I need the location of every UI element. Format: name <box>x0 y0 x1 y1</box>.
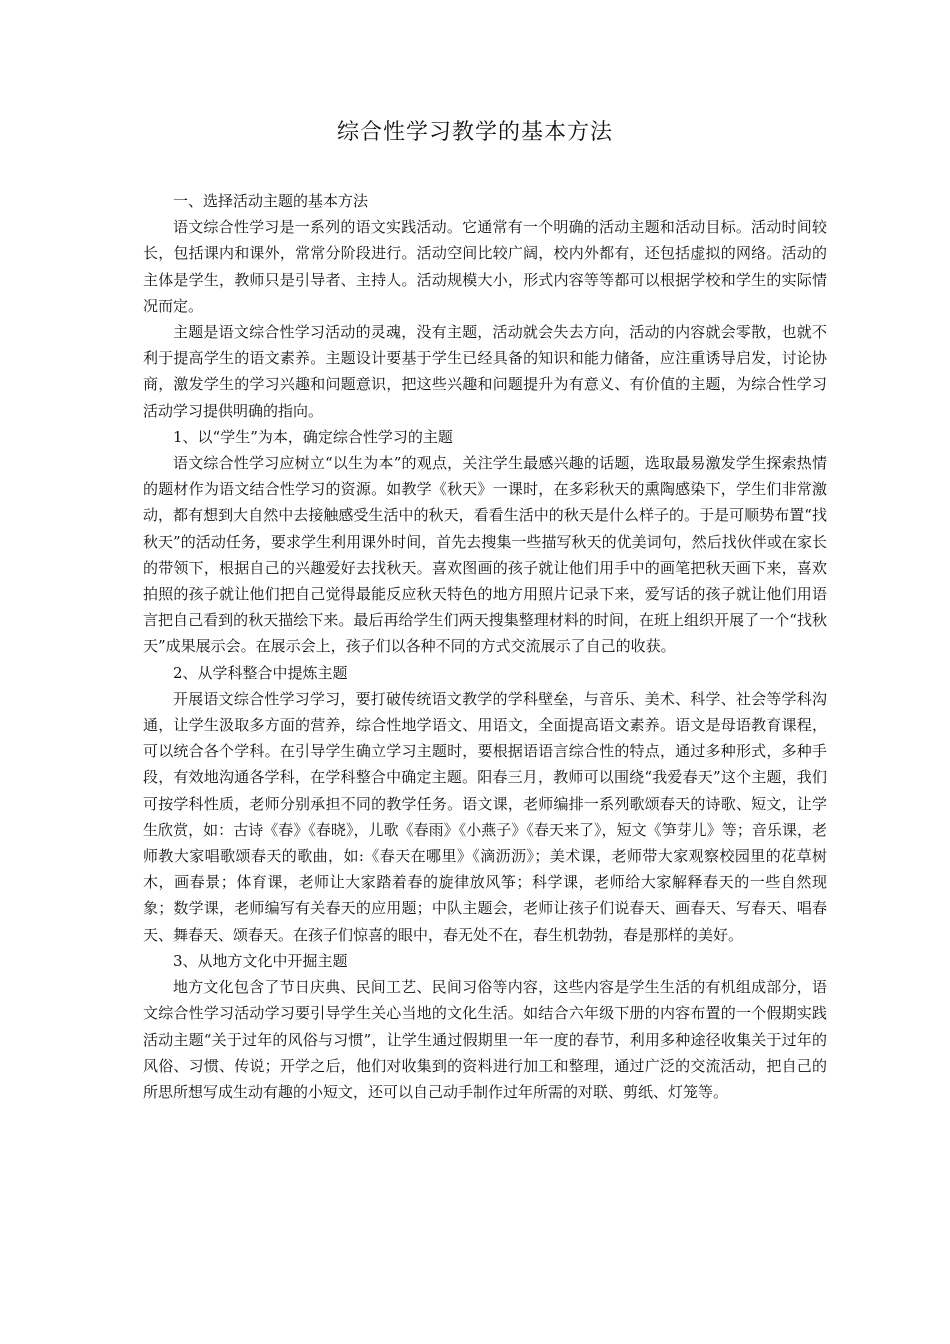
document-body <box>143 188 827 1105</box>
body-paragraph: 开展语文综合性学习学习，要打破传统语文教学的学科壁垒，与音乐、美术、科学、社会等学科沟通，让学生汲取多方面的营养，综合性地学语文、用语文，全面提高语文素养。语文是母语教育课程，可以统合各个学科。在引导学生确立学习主题时，要根据语语言综合性的特点，通过多种形式，多种手段，有效地沟通各学科，在学科整合中确定主题。阳春三月，教师可以围绕“我爱春天”这个主题，我们可按学科性质，老师分别承担不同的教学任务。语文课，老师编排一系列歌颂春天的诗歌、短文，让学生欣赏，如：古诗《春》《春晓》，儿歌《春雨》《小燕子》《春天来了》，短文《笋芽儿》等；音乐课，老师教大家唱歌颂春天的歌曲，如:《春天在哪里》《滴沥沥》；美术课，老师带大家观察校园里的花草树木，画春景；体育课，老师让大家踏着春的旋律放风筝；科学课，老师给大家解释春天的一些自然现象；数学课，老师编写有关春天的应用题；中队主题会，老师让孩子们说春天、画春天、写春天、唱春天、舞春天、颂春天。在孩子们惊喜的眼中，春无处不在，春生机勃勃，春是那样的美好。 <box>143 689 827 944</box>
subsection-heading: 2、从学科整合中提炼主题 <box>173 663 348 682</box>
subsection-heading: 1、以“学生”为本，确定综合性学习的主题 <box>173 427 453 446</box>
body-paragraph: 语文综合性学习应树立“以生为本”的观点，关注学生最感兴趣的话题，选取最易激发学生探索热情的题材作为语文结合性学习的资源。如教学《秋天》一课时，在多彩秋天的熏陶感染下，学生们非常激动，都有想到大自然中去接触感受生活中的秋天，看看生活中的秋天是什么样子的。于是可顺势布置“找秋天”的活动任务，要求学生利用课外时间，首先去搜集一些描写秋天的优美词句，然后找伙伴或在家长的带领下，根据自己的兴趣爱好去找秋天。喜欢图画的孩子就让他们用手中的画笔把秋天画下来，喜欢拍照的孩子就让他们把自己觉得最能反应秋天特色的地方用照片记录下来，爱写话的孩子就让他们用语言把自己看到的秋天描绘下来。最后再给学生们两天搜集整理材料的时间，在班上组织开展了一个“找秋天”成果展示会。在展示会上，孩子们以各种不同的方式交流展示了自己的收获。 <box>143 454 827 656</box>
body-paragraph: 地方文化包含了节日庆典、民间工艺、民间习俗等内容，这些内容是学生生活的有机组成部分，语文综合性学习活动学习要引导学生关心当地的文化生活。如结合六年级下册的内容布置的一个假期实践活动主题“关于过年的风俗与习惯”，让学生通过假期里一年一度的春节，利用多种途径收集关于过年的风俗、习惯、传说；开学之后，他们对收集到的资料进行加工和整理，通过广泛的交流活动，把自己的所思所想写成生动有趣的小短文，还可以自己动手制作过年所需的对联、剪纸、灯笼等。 <box>143 978 827 1101</box>
subsection-heading: 3、从地方文化中开掘主题 <box>173 951 348 970</box>
body-paragraph: 语文综合性学习是一系列的语文实践活动。它通常有一个明确的活动主题和活动目标。活动时间较长，包括课内和课外，常常分阶段进行。活动空间比较广阔，校内外都有，还包括虚拟的网络。活动的主体是学生，教师只是引导者、主持人。活动规模大小，形式内容等等都可以根据学校和学生的实际情况而定。 <box>143 218 827 315</box>
section-heading: 一、选择活动主题的基本方法 <box>173 192 369 210</box>
document-title: 综合性学习教学的基本方法 <box>336 120 613 145</box>
body-paragraph: 主题是语文综合性学习活动的灵魂，没有主题，活动就会失去方向，活动的内容就会零散，也就不利于提高学生的语文素养。主题设计要基于学生已经具备的知识和能力储备，应注重诱导启发，讨论协商，激发学生的学习兴趣和问题意识，把这些兴趣和问题提升为有意义、有价值的主题，为综合性学习活动学习提供明确的指向。 <box>143 323 827 420</box>
